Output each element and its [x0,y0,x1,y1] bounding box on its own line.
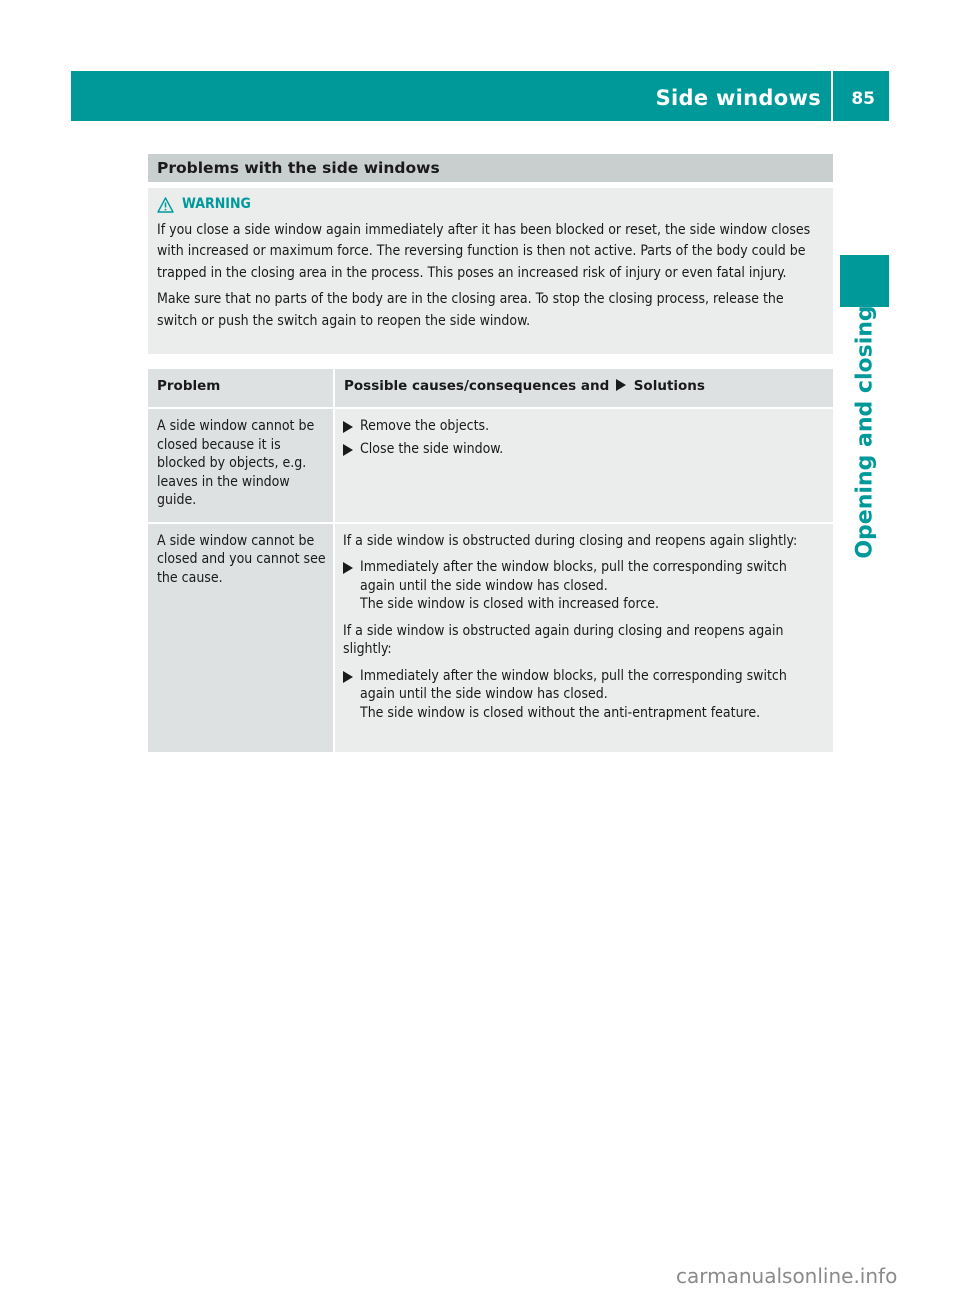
step-text: Close the side window. [360,440,504,457]
chapter-tab-marker [840,255,889,307]
step-result-text: The side window is closed without the anti-entrapment feature. [360,704,761,721]
warning-label: WARNING [182,196,251,212]
action-step [343,440,825,459]
page-number: 85 [851,89,875,109]
action-arrow-icon [343,671,353,683]
action-step [343,558,825,614]
action-arrow-icon [343,421,353,433]
problem-cell: A side window cannot be closed because it is blocked by objects, e.g. leaves in the window guide. [148,408,334,523]
solution-cell [334,523,833,752]
warning-paragraph: If you close a side window again immediately after it has been blocked or reset, the side window closes with increased or maximum force. The reversing function is then not active. Parts of the body could be trapped in the closing area in the process. This poses an increased risk of injury or even fatal injury. [157,221,811,281]
watermark-text: carmanualsonline.info [676,1264,898,1288]
solution-cell [334,408,833,523]
column-header-causes-text: Possible causes/consequences and [344,378,610,394]
column-header-solutions-text: Solutions [633,378,705,394]
warning-header [157,194,825,216]
warning-paragraph: Make sure that no parts of the body are in the closing area. To stop the closing process, release the switch or push the switch again to reopen the side window. [157,291,784,329]
action-step [343,417,825,436]
header-section-title: Side windows [655,86,821,110]
step-text: Remove the objects. [360,418,490,434]
action-arrow-icon [343,562,353,574]
action-arrow-icon [616,379,626,391]
condition-text: If a side window is obstructed during closing and reopens again slightly: [343,532,798,549]
section-heading-text: Problems with the side windows [157,159,440,177]
warning-box [148,188,833,354]
chapter-label [840,305,889,559]
header-divider [831,71,833,121]
step-result-text: The side window is closed with increased force. [360,596,659,612]
action-arrow-icon [343,444,353,456]
action-step [343,667,825,723]
troubleshooting-table [148,369,833,752]
table-row [148,523,833,752]
table-row [148,408,833,523]
warning-triangle-icon [157,197,174,213]
page-header-bar [71,71,889,121]
condition-text: If a side window is obstructed again during closing and reopens again slightly: [343,622,784,657]
section-heading [148,154,833,182]
step-text: Immediately after the window blocks, pull the corresponding switch again until the side window has closed. [360,667,787,702]
column-header-problem: Problem [148,369,334,408]
table-header-row [148,369,833,408]
chapter-label-text: Opening and closing [852,305,877,559]
problem-cell: A side window cannot be closed and you cannot see the cause. [148,523,334,752]
column-header-solutions [334,369,833,408]
step-text: Immediately after the window blocks, pull the corresponding switch again until the side window has closed. [360,559,787,594]
